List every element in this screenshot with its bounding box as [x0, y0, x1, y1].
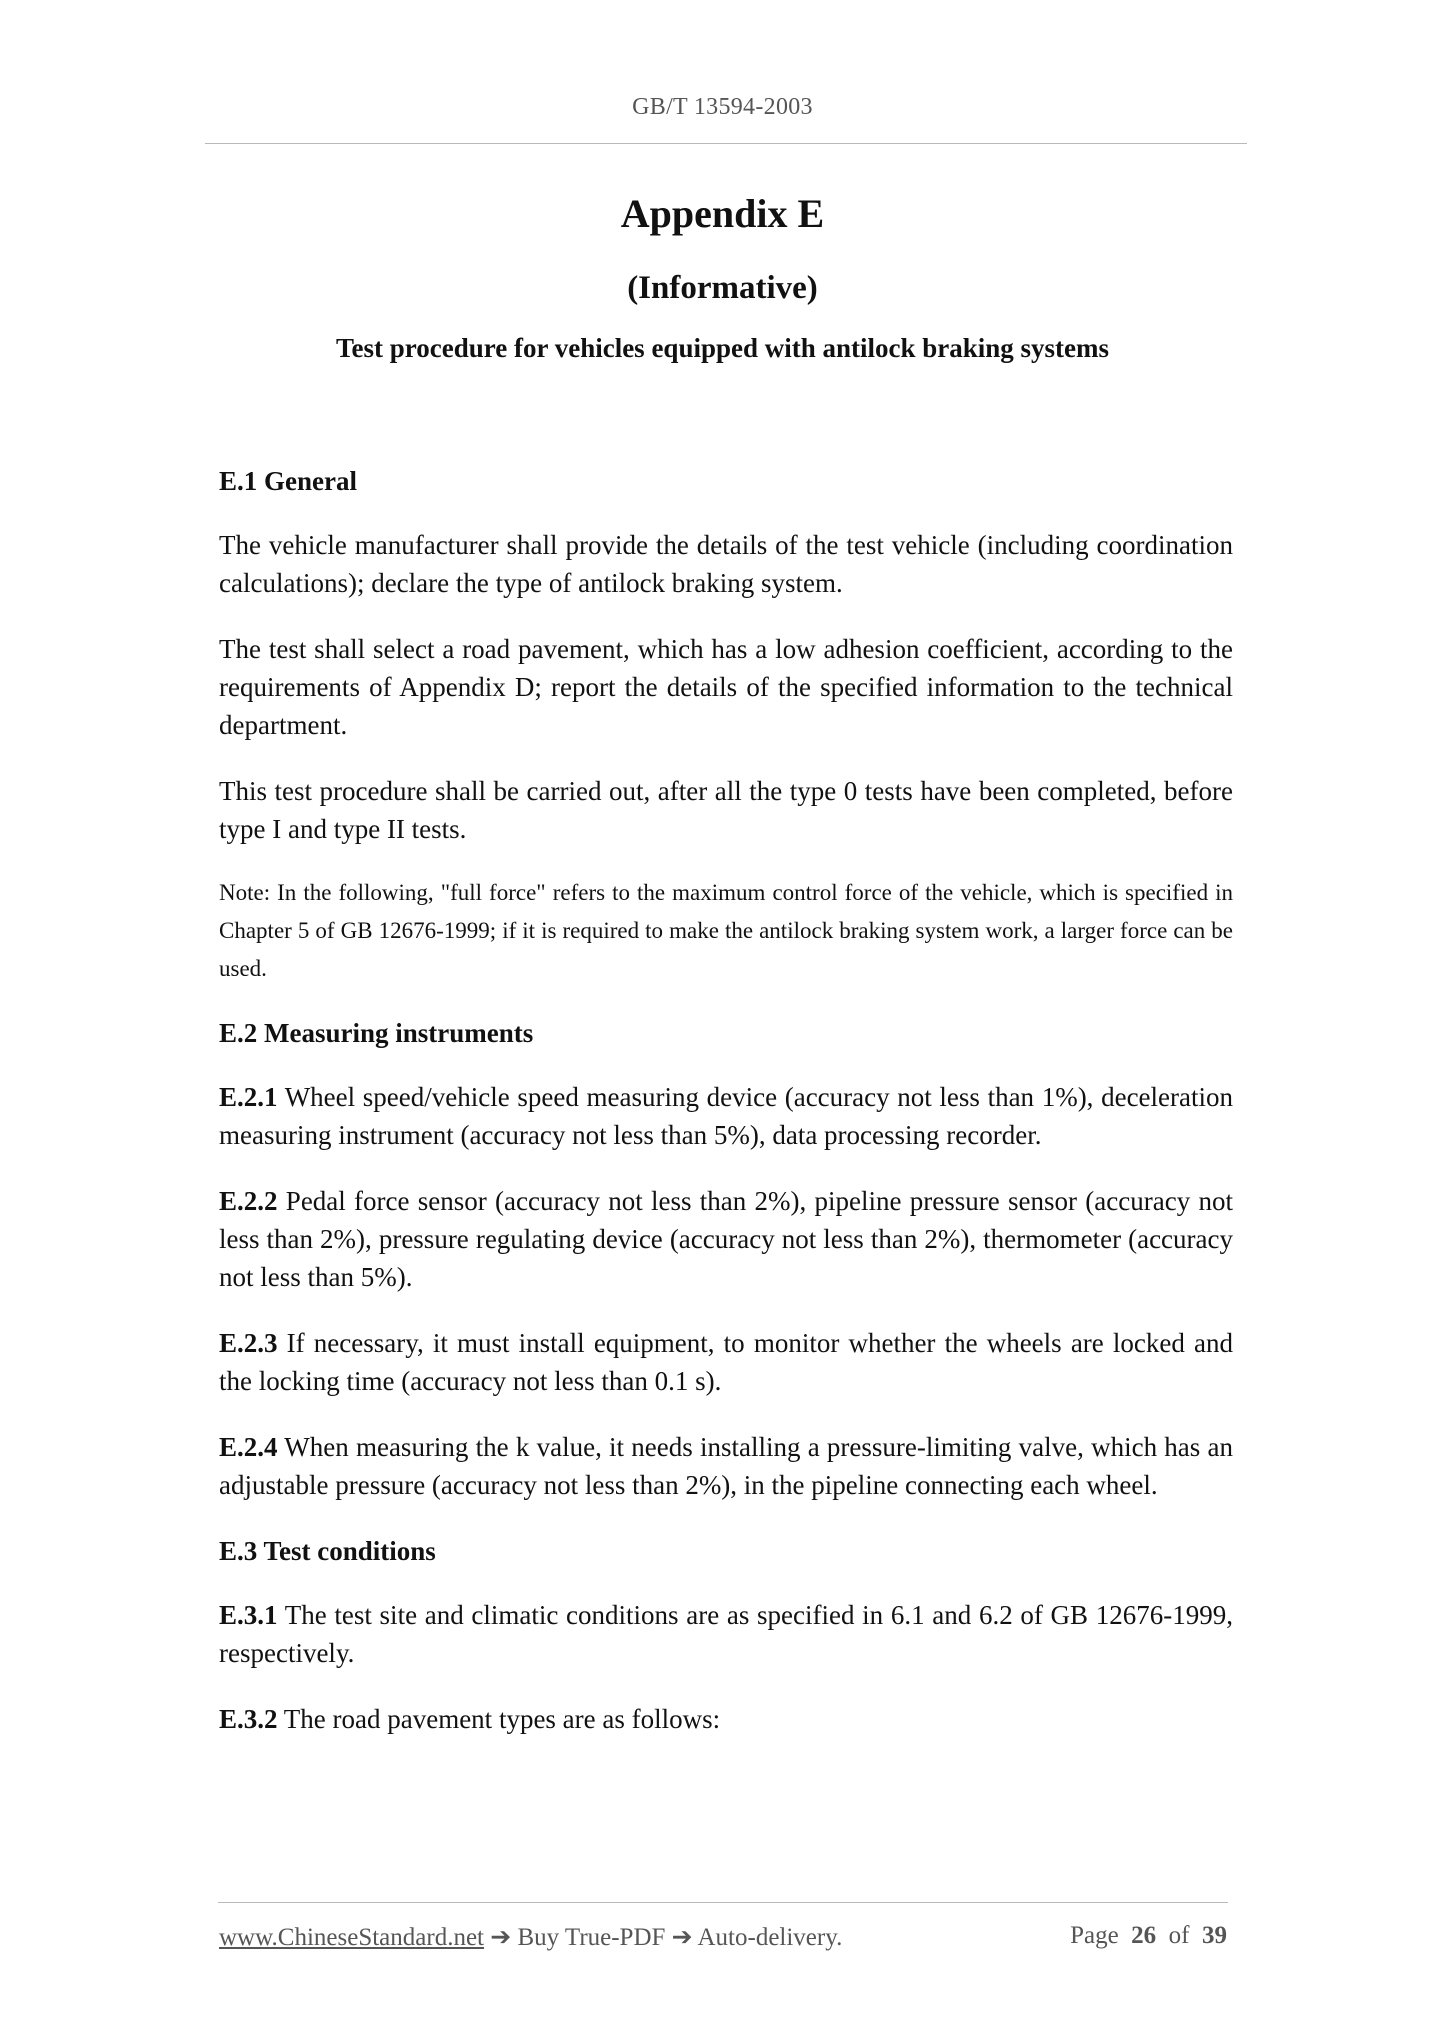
note-full-force: Note: In the following, "full force" refers to the maximum control force of the vehicle, which is specified in Chapter 5 of GB 12676-1999; if it is required to make the antilock braking system work, a larger force can be used. [219, 880, 1233, 981]
clause-e3-1 [219, 1596, 1233, 1672]
footer-promo [219, 1922, 842, 1952]
paragraph-e1-1: The vehicle manufacturer shall provide the details of the test vehicle (including coordination calculations); declare the type of antilock braking system. [219, 530, 1233, 598]
page-number [1070, 1922, 1227, 1950]
clause-number: E.3.2 [219, 1704, 278, 1734]
page-of: of [1168, 1922, 1190, 1949]
site-link[interactable]: www.ChineseStandard.net [219, 1924, 484, 1951]
clause-e2-1 [219, 1078, 1233, 1154]
clause-number: E.2.4 [219, 1432, 278, 1462]
appendix-title: Appendix E [620, 191, 825, 236]
section-heading-e3: E.3 Test conditions [219, 1536, 436, 1566]
page-total: 39 [1202, 1922, 1227, 1949]
clause-text: The road pavement types are as follows: [283, 1704, 721, 1734]
document-body [219, 462, 1233, 1766]
clause-e2-3 [219, 1324, 1233, 1400]
paragraph-e1-3: This test procedure shall be carried out, after all the type 0 tests have been completed, before type I and type II tests. [219, 776, 1233, 844]
section-heading-e1: E.1 General [219, 466, 357, 496]
section-heading-e2: E.2 Measuring instruments [219, 1018, 534, 1048]
footer-divider [218, 1902, 1228, 1903]
clause-e3-2 [219, 1700, 1233, 1738]
clause-text: Pedal force sensor (accuracy not less than 2%), pipeline pressure sensor (accuracy not less than 2%), pressure regulating device (accuracy not less than 2%), thermometer (accuracy not less than 5%). [219, 1186, 1233, 1292]
clause-e2-2 [219, 1182, 1233, 1296]
paragraph-e1-2: The test shall select a road pavement, which has a low adhesion coefficient, according to the requirements of Appendix D; report the details of the specified information to the technical department. [219, 634, 1233, 740]
appendix-type: (Informative) [627, 270, 818, 306]
clause-e2-4 [219, 1428, 1233, 1504]
clause-number: E.2.2 [219, 1186, 278, 1216]
document-code-header: GB/T 13594-2003 [632, 94, 813, 120]
clause-text: When measuring the k value, it needs installing a pressure-limiting valve, which has an adjustable pressure (accuracy not less than 2%), in the pipeline connecting each wheel. [219, 1432, 1233, 1500]
clause-number: E.3.1 [219, 1600, 278, 1630]
clause-text: The test site and climatic conditions are as specified in 6.1 and 6.2 of GB 12676-1999, respectively. [219, 1600, 1233, 1668]
clause-number: E.2.3 [219, 1328, 278, 1358]
clause-text: If necessary, it must install equipment, to monitor whether the wheels are locked and the locking time (accuracy not less than 0.1 s). [219, 1328, 1234, 1396]
header-divider [205, 143, 1247, 144]
clause-number: E.2.1 [219, 1082, 278, 1112]
appendix-description: Test procedure for vehicles equipped with antilock braking systems [335, 333, 1110, 363]
promo-text: ➔ Buy True-PDF ➔ Auto-delivery. [484, 1924, 843, 1951]
page-current: 26 [1131, 1922, 1157, 1949]
clause-text: Wheel speed/vehicle speed measuring device (accuracy not less than 1%), deceleration measuring instrument (accuracy not less than 5%), data processing recorder. [219, 1082, 1233, 1150]
page-label: Page [1070, 1922, 1119, 1949]
